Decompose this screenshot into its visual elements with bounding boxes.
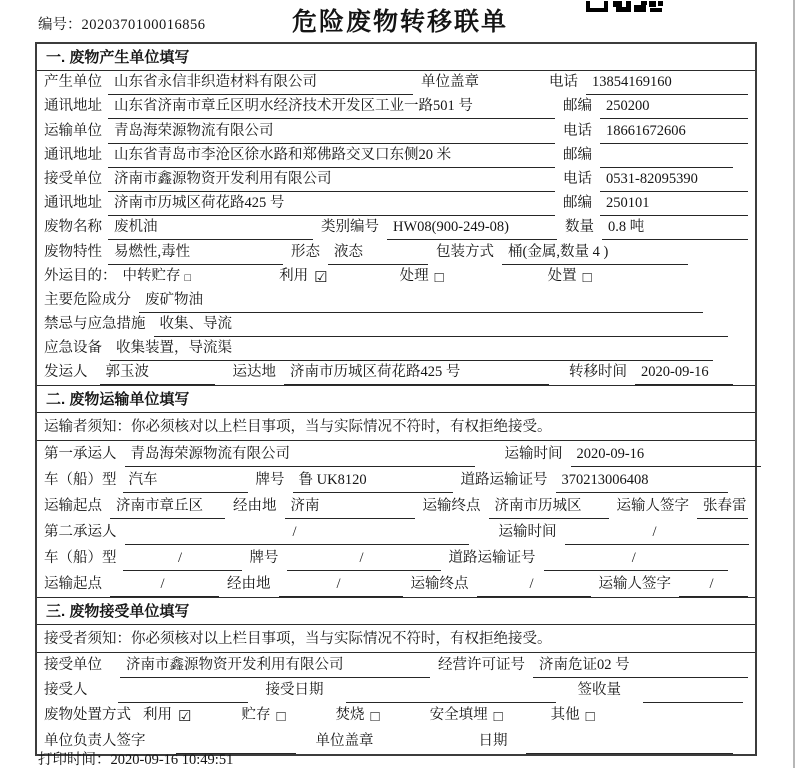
waste-trait-value: 易燃性,毒性 bbox=[108, 240, 283, 265]
transporter-phone-value: 18661672606 bbox=[600, 123, 748, 144]
checkbox-disposal-incinerate: □ bbox=[370, 709, 380, 726]
producer-zip-value: 250200 bbox=[600, 98, 748, 119]
receiver-phone-label: 电话 bbox=[563, 170, 592, 187]
row-transporter-address bbox=[37, 144, 755, 168]
acceptor-value bbox=[118, 699, 248, 703]
road-license2-value: / bbox=[544, 550, 729, 571]
transporter-unit-label: 运输单位 bbox=[44, 122, 102, 139]
print-time-label: 打印时间： bbox=[38, 752, 111, 768]
via1-value: 济南 bbox=[285, 494, 415, 519]
via2-label: 经由地 bbox=[227, 575, 271, 592]
row-emergency-equipment bbox=[37, 337, 755, 361]
taboo-measures-value: 收集、导流 bbox=[154, 312, 729, 337]
row-taboo-measures bbox=[37, 313, 755, 337]
disposal-incinerate-label: 焚烧 bbox=[335, 707, 365, 724]
road-license1-value: 370213006408 bbox=[556, 472, 729, 493]
received-amount-label: 签收量 bbox=[577, 682, 621, 699]
first-carrier-value: 青岛海荣源物流有限公司 bbox=[125, 442, 475, 467]
disposal-method-label: 废物处置方式 bbox=[44, 707, 131, 724]
viewport-right-edge bbox=[793, 0, 795, 768]
destination-label: 运达地 bbox=[232, 364, 276, 381]
option-utilize-label: 利用 bbox=[279, 267, 309, 284]
plate2-label: 牌号 bbox=[249, 549, 279, 566]
transporter-zip-label: 邮编 bbox=[563, 146, 592, 163]
unit-seal-label: 单位盖章 bbox=[421, 74, 479, 91]
section3-notice: 接受者须知：你必须核对以上栏目事项，当与实际情况不符时，有权拒绝接受。 bbox=[37, 625, 755, 653]
waste-trait-label: 废物特性 bbox=[44, 243, 102, 260]
second-carrier-value: / bbox=[125, 524, 469, 545]
purpose-label: 外运目的： bbox=[44, 267, 117, 284]
via2-value: / bbox=[279, 576, 403, 597]
first-carrier-label: 第一承运人 bbox=[44, 446, 117, 463]
permit-number-value: 济南危证02 号 bbox=[533, 653, 748, 678]
row-hazard-component bbox=[37, 289, 755, 313]
form-value: 液态 bbox=[328, 240, 428, 265]
section1-header: 一. 废物产生单位填写 bbox=[37, 44, 755, 71]
section1-body bbox=[37, 71, 755, 385]
road-license2-label: 道路运输证号 bbox=[448, 549, 536, 566]
transport-time1-label: 运输时间 bbox=[504, 446, 563, 463]
transfer-time-label: 转移时间 bbox=[569, 364, 627, 381]
transporter-address-label: 通讯地址 bbox=[44, 146, 102, 163]
carrier-sign2-label: 运输人签字 bbox=[598, 575, 671, 592]
row-sender bbox=[37, 361, 755, 385]
receiver-zip-label: 邮编 bbox=[563, 195, 592, 212]
receiver-unit-value: 济南市鑫源物资开发利用有限公司 bbox=[108, 167, 555, 192]
waste-name-label: 废物名称 bbox=[44, 219, 102, 236]
section2-notice: 运输者须知：你必须核对以上栏目事项，当与实际情况不符时，有权拒绝接受。 bbox=[37, 413, 755, 441]
checkbox-utilize: ☑ bbox=[314, 269, 328, 286]
quantity-label: 数量 bbox=[565, 219, 594, 236]
accepting-unit-label: 接受单位 bbox=[44, 656, 102, 673]
option-dispose-label: 处置 bbox=[547, 267, 577, 284]
vehicle-type2-label: 车（船）型 bbox=[44, 549, 117, 566]
transporter-unit-value: 青岛海荣源物流有限公司 bbox=[108, 119, 555, 144]
form-label: 形态 bbox=[291, 243, 320, 260]
producer-zip-label: 邮编 bbox=[563, 98, 592, 115]
permit-number-label: 经营许可证号 bbox=[438, 656, 525, 673]
origin1-value: 济南市章丘区 bbox=[110, 494, 225, 519]
receiver-phone-value: 0531-82095390 bbox=[600, 171, 748, 192]
row-route2 bbox=[37, 571, 755, 597]
origin2-label: 运输起点 bbox=[44, 575, 102, 592]
carrier-sign1-label: 运输人签字 bbox=[616, 498, 689, 515]
receiver-address-label: 通讯地址 bbox=[44, 195, 102, 212]
section2-body bbox=[37, 441, 755, 596]
section3-body bbox=[37, 653, 755, 754]
disposal-utilize-label: 利用 bbox=[143, 707, 172, 724]
end2-value: / bbox=[477, 576, 591, 597]
vehicle-type1-label: 车（船）型 bbox=[44, 472, 117, 489]
vehicle-type2-value: / bbox=[123, 550, 242, 571]
checkbox-disposal-storage: □ bbox=[276, 709, 286, 726]
transport-time2-value: / bbox=[565, 524, 749, 545]
row-receiver-unit bbox=[37, 168, 755, 192]
waste-name-value: 废机油 bbox=[108, 215, 313, 240]
checkbox-disposal-other: □ bbox=[585, 709, 595, 726]
seal-date-value bbox=[526, 750, 734, 754]
transporter-address-value: 山东省青岛市李沧区徐水路和郑佛路交叉口东侧20 米 bbox=[108, 143, 555, 168]
disposal-storage-label: 贮存 bbox=[241, 707, 271, 724]
row-second-carrier bbox=[37, 519, 755, 545]
row-waste-name bbox=[37, 216, 755, 240]
category-code-label: 类别编号 bbox=[321, 219, 379, 236]
acceptor-label: 接受人 bbox=[44, 682, 88, 699]
packing-value: 桶(金属,数量 4 ) bbox=[502, 240, 688, 265]
producer-phone-label: 电话 bbox=[549, 74, 578, 91]
row-route1 bbox=[37, 493, 755, 519]
row-receiver-address bbox=[37, 192, 755, 216]
row-vehicle1 bbox=[37, 467, 755, 493]
end1-label: 运输终点 bbox=[422, 498, 481, 515]
packing-label: 包装方式 bbox=[436, 243, 494, 260]
quantity-value: 0.8 吨 bbox=[602, 215, 748, 240]
checkbox-disposal-landfill: □ bbox=[493, 709, 503, 726]
row-disposal-method bbox=[37, 703, 755, 728]
road-license1-label: 道路运输证号 bbox=[460, 472, 548, 489]
via1-label: 经由地 bbox=[233, 498, 277, 515]
carrier-sign2-value: / bbox=[679, 576, 748, 597]
producer-unit-value: 山东省永信非织造材料有限公司 bbox=[108, 70, 413, 95]
row-waste-traits bbox=[37, 240, 755, 264]
sender-value: 郭玉波 bbox=[100, 360, 215, 385]
section3-header: 三. 废物接受单位填写 bbox=[37, 597, 755, 625]
unit-seal2-label: 单位盖章 bbox=[315, 732, 374, 749]
print-time-line bbox=[38, 748, 233, 768]
row-first-carrier bbox=[37, 441, 755, 467]
emergency-equipment-label: 应急设备 bbox=[44, 340, 102, 357]
producer-unit-label: 产生单位 bbox=[44, 74, 102, 91]
manifest-table bbox=[35, 42, 757, 756]
disposal-landfill-label: 安全填埋 bbox=[429, 707, 488, 724]
second-carrier-label: 第二承运人 bbox=[44, 524, 117, 540]
producer-phone-value: 13854169160 bbox=[586, 74, 748, 95]
vehicle-type1-value: 汽车 bbox=[123, 468, 248, 493]
section2-header: 二. 废物运输单位填写 bbox=[37, 385, 755, 413]
accept-date-label: 接受日期 bbox=[265, 682, 324, 699]
accepting-unit-value: 济南市鑫源物资开发利用有限公司 bbox=[120, 653, 430, 678]
checkbox-dispose: □ bbox=[582, 269, 592, 286]
option-treat-label: 处理 bbox=[399, 267, 429, 284]
transport-time2-label: 运输时间 bbox=[498, 524, 557, 540]
option-transit-storage-label: 中转贮存 bbox=[122, 267, 181, 284]
receiver-address-value: 济南市历城区荷花路425 号 bbox=[108, 191, 555, 216]
transporter-phone-label: 电话 bbox=[563, 122, 592, 139]
checkbox-treat: □ bbox=[434, 269, 444, 286]
serial-value: 2020370100016856 bbox=[81, 17, 206, 33]
print-time-value: 2020-09-16 10:49:51 bbox=[110, 752, 234, 768]
producer-address-label: 通讯地址 bbox=[44, 98, 102, 115]
transfer-time-value: 2020-09-16 bbox=[635, 364, 733, 385]
responsible-sign-label: 单位负责人签字 bbox=[44, 732, 146, 749]
receiver-unit-label: 接受单位 bbox=[44, 170, 102, 187]
plate1-label: 牌号 bbox=[255, 472, 285, 489]
transport-time1-value: 2020-09-16 bbox=[571, 446, 761, 467]
serial-label: 编号： bbox=[38, 17, 82, 33]
disposal-other-label: 其他 bbox=[550, 707, 580, 724]
producer-address-value: 山东省济南市章丘区明水经济技术开发区工业一路501 号 bbox=[108, 94, 555, 119]
receiver-zip-value: 250101 bbox=[600, 195, 748, 216]
row-vehicle2 bbox=[37, 545, 755, 571]
checkbox-transit-storage: □ bbox=[184, 271, 192, 284]
origin2-value: / bbox=[110, 576, 219, 597]
row-acceptor bbox=[37, 678, 755, 703]
transporter-zip-value bbox=[600, 164, 733, 168]
row-producer-unit bbox=[37, 71, 755, 95]
hazard-component-label: 主要危险成分 bbox=[44, 291, 131, 308]
seal-date-label: 日期 bbox=[478, 732, 508, 749]
received-amount-value bbox=[643, 699, 743, 703]
plate2-value: / bbox=[287, 550, 441, 571]
destination-value: 济南市历城区荷花路425 号 bbox=[284, 360, 549, 385]
row-transporter-unit bbox=[37, 119, 755, 143]
row-producer-address bbox=[37, 95, 755, 119]
row-accepting-unit bbox=[37, 653, 755, 678]
end2-label: 运输终点 bbox=[410, 575, 469, 592]
carrier-sign1-value: 张春雷 bbox=[697, 494, 748, 519]
end1-value: 济南市历城区 bbox=[489, 494, 609, 519]
sender-label: 发运人 bbox=[44, 364, 88, 381]
category-code-value: HW08(900-249-08) bbox=[387, 219, 557, 240]
emergency-equipment-value: 收集装置，导流渠 bbox=[110, 336, 713, 361]
row-transfer-purpose bbox=[37, 265, 755, 289]
page-title: 危险废物转移联单 bbox=[291, 8, 508, 36]
taboo-measures-label: 禁忌与应急措施 bbox=[44, 316, 146, 333]
hazard-component-value: 废矿物油 bbox=[139, 288, 703, 313]
plate1-value: 鲁 UK8120 bbox=[293, 468, 453, 493]
origin1-label: 运输起点 bbox=[44, 498, 102, 515]
checkbox-disposal-utilize: ☑ bbox=[178, 709, 192, 726]
